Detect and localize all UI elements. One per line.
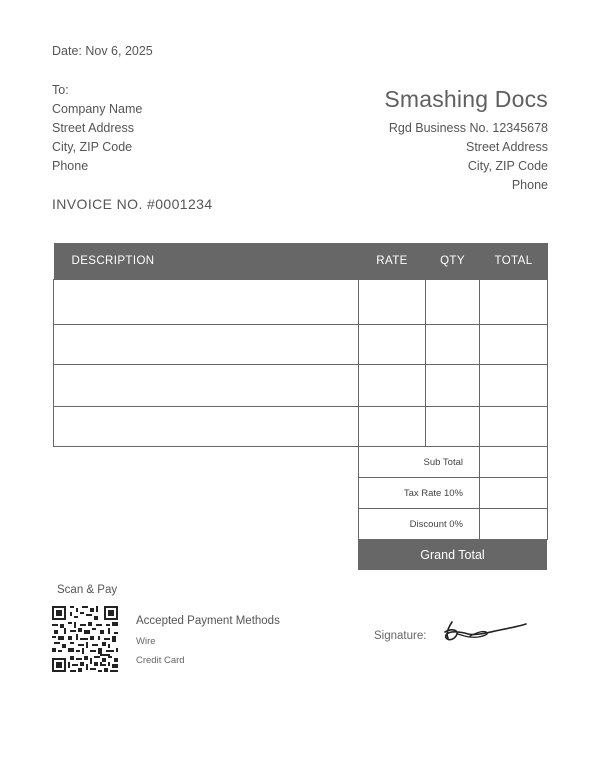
cell-total [480, 280, 548, 325]
tax-row [359, 478, 548, 509]
to-label: To: [52, 83, 69, 97]
qr-code-icon [52, 606, 118, 672]
subtotal-value [480, 447, 548, 478]
cell-description [54, 407, 359, 447]
header-total: TOTAL [480, 243, 548, 280]
discount-value [480, 509, 548, 540]
cell-total [480, 365, 548, 407]
signature-label: Signature: [374, 630, 427, 642]
cell-description [54, 280, 359, 325]
from-street: Street Address [466, 140, 548, 154]
tax-value [480, 478, 548, 509]
to-phone: Phone [52, 159, 89, 173]
header-qty: QTY [426, 243, 480, 280]
to-company: Company Name [52, 102, 143, 116]
discount-row [359, 509, 548, 540]
from-phone: Phone [511, 178, 548, 192]
payment-methods-title: Accepted Payment Methods [136, 615, 280, 627]
cell-rate [359, 365, 426, 407]
cell-description [54, 365, 359, 407]
signature-scribble [440, 618, 530, 648]
cell-description [54, 325, 359, 365]
invoice-number: INVOICE NO. #0001234 [52, 196, 213, 212]
cell-rate [359, 325, 426, 365]
table-row [54, 280, 548, 325]
cell-qty [426, 407, 480, 447]
cell-total [480, 325, 548, 365]
cell-rate [359, 280, 426, 325]
payment-method-credit-card: Credit Card [136, 655, 185, 666]
discount-label: Discount 0% [359, 509, 480, 540]
invoice-items-table [53, 243, 548, 447]
table-row [54, 325, 548, 365]
to-street: Street Address [52, 121, 134, 135]
cell-qty [426, 325, 480, 365]
table-header-row [54, 243, 548, 280]
tax-label: Tax Rate 10% [359, 478, 480, 509]
subtotal-row [359, 447, 548, 478]
cell-rate [359, 407, 426, 447]
cell-total [480, 407, 548, 447]
business-number: Rgd Business No. 12345678 [388, 121, 548, 135]
grand-total-bar [358, 539, 547, 570]
scan-pay-label: Scan & Pay [57, 584, 118, 596]
cell-qty [426, 280, 480, 325]
invoice-date: Date: Nov 6, 2025 [52, 44, 153, 58]
totals-table [358, 446, 548, 540]
header-rate: RATE [359, 243, 426, 280]
grand-total-label: Grand Total [420, 547, 485, 562]
to-city: City, ZIP Code [52, 140, 133, 154]
brand-name: Smashing Docs [384, 86, 548, 112]
header-description: DESCRIPTION [54, 243, 359, 280]
table-row [54, 407, 548, 447]
subtotal-label: Sub Total [359, 447, 480, 478]
cell-qty [426, 365, 480, 407]
from-city: City, ZIP Code [467, 159, 548, 173]
payment-method-wire: Wire [136, 636, 156, 647]
table-row [54, 365, 548, 407]
